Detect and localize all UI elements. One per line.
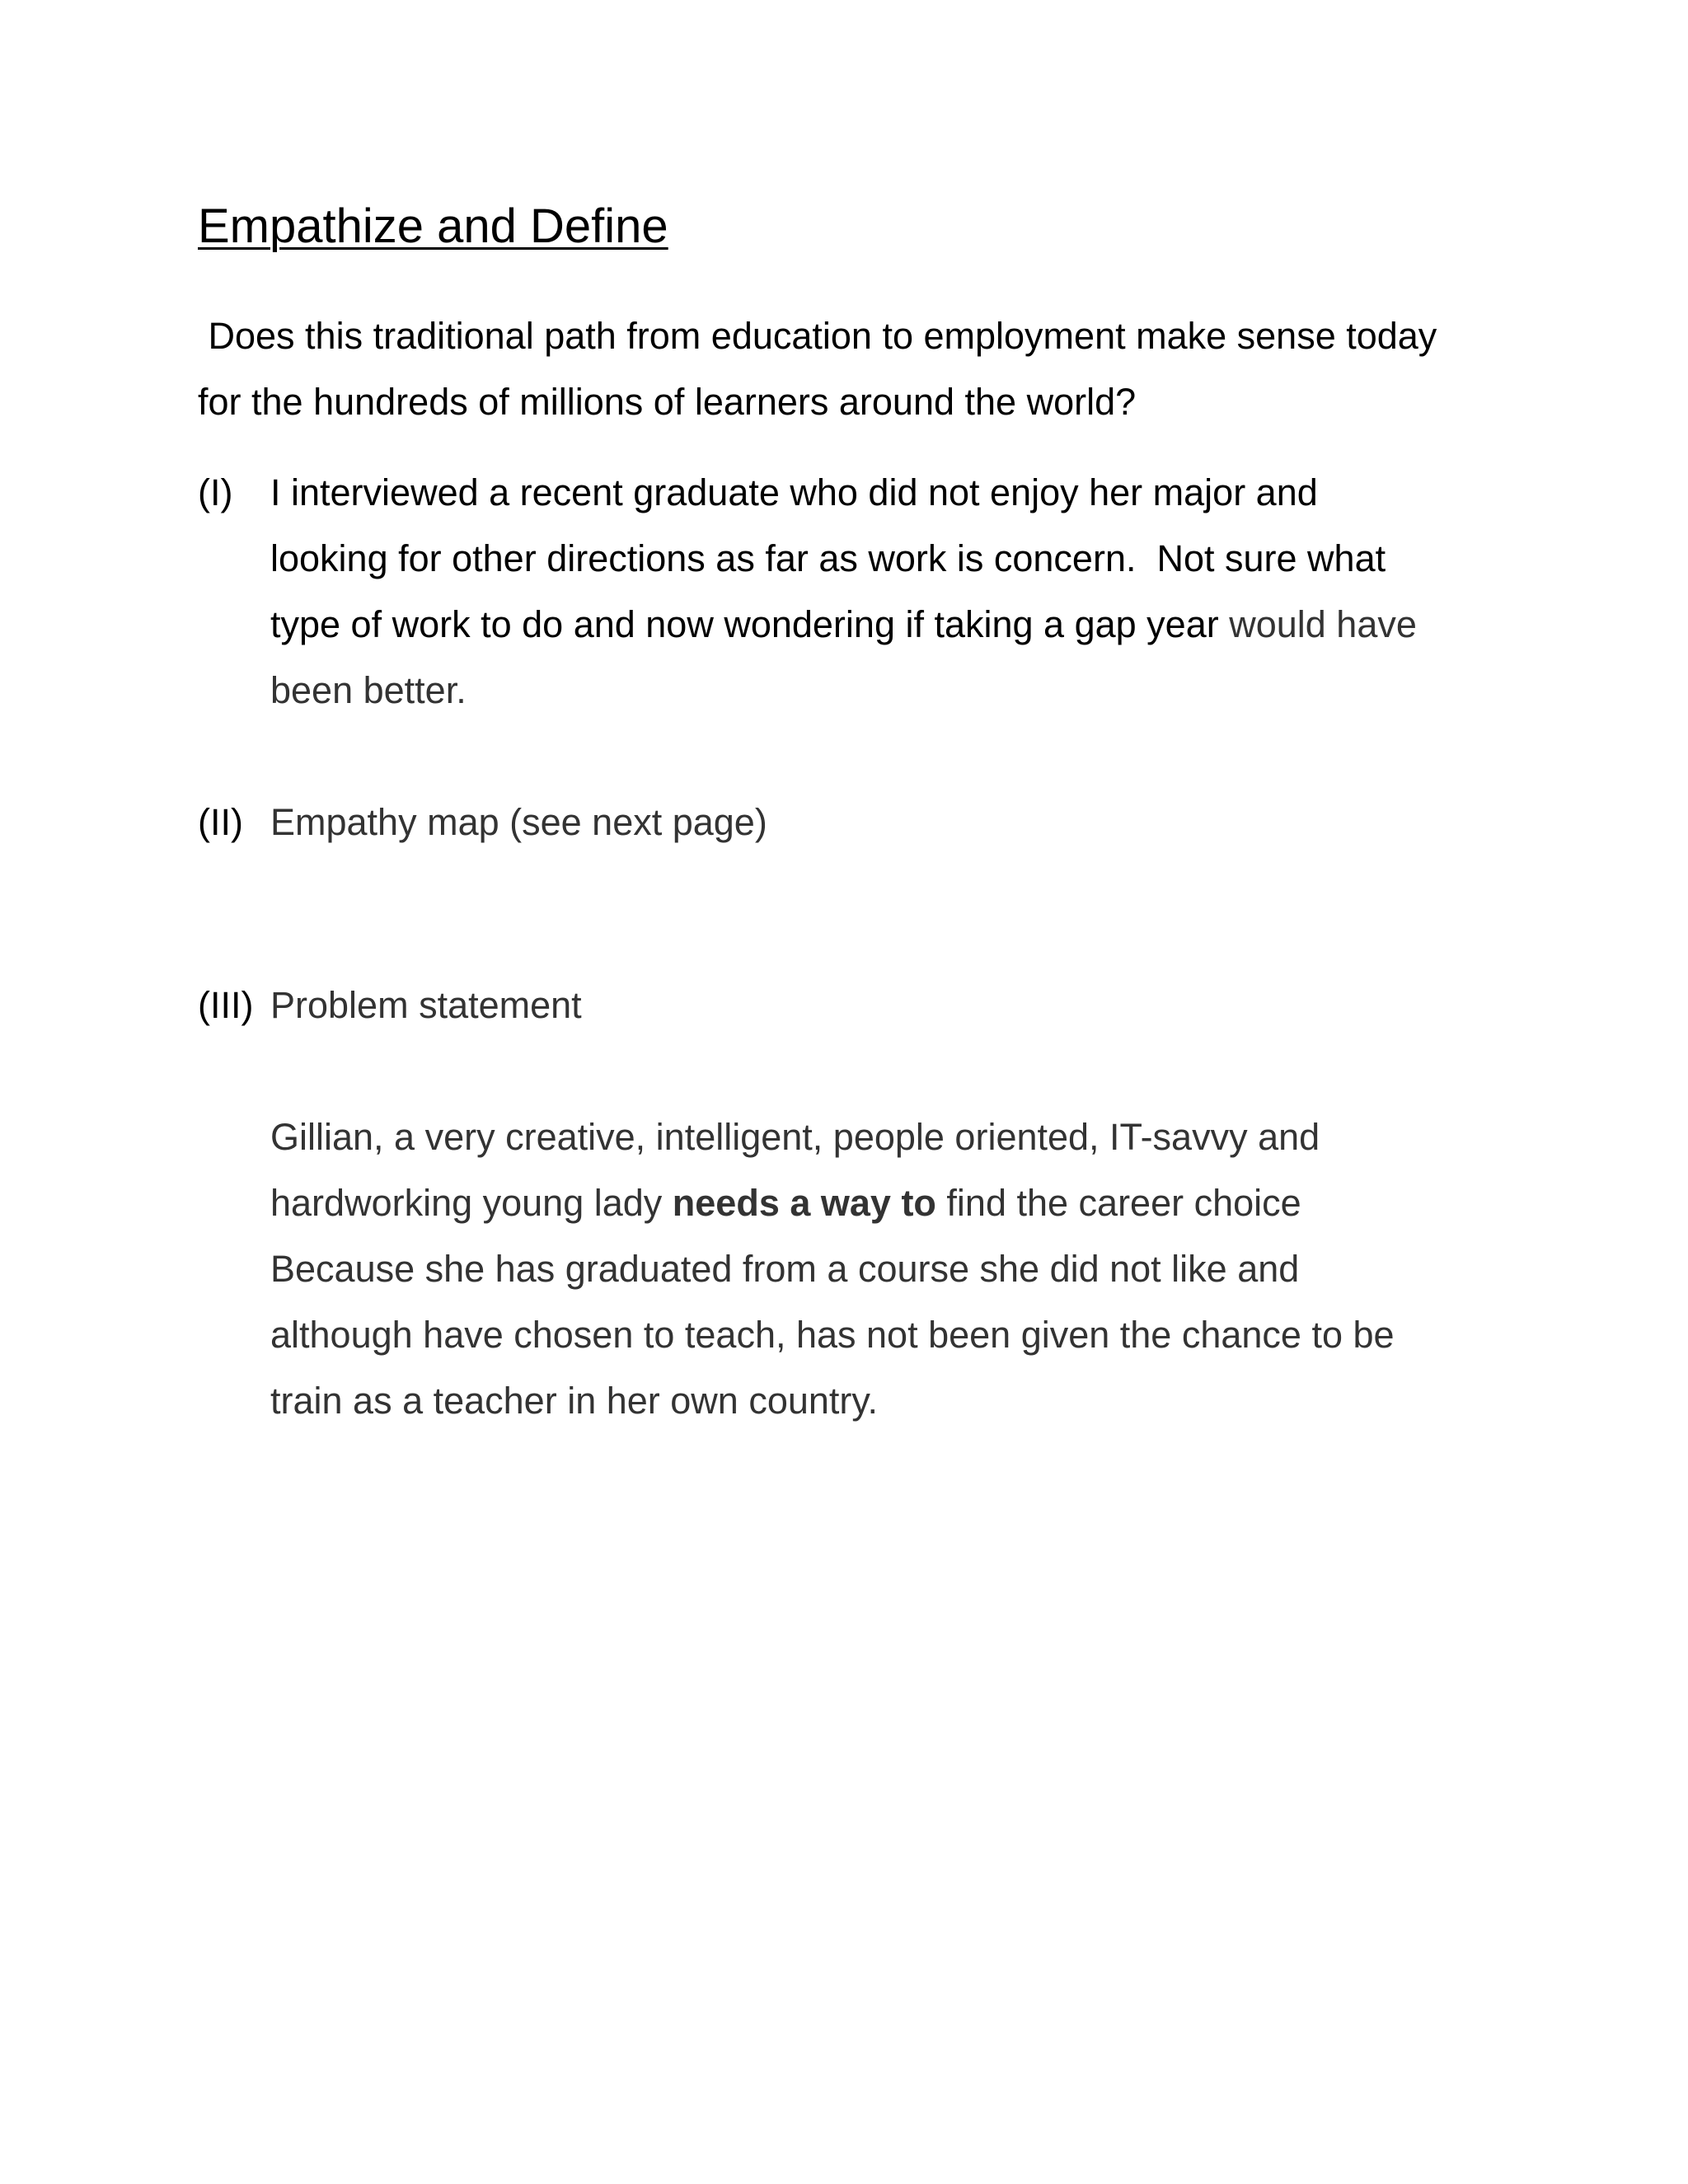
problem-line: train as a teacher in her own country. [270,1380,879,1422]
problem-line [270,1170,1507,1236]
list-item-line: I interviewed a recent graduate who did not enjoy her major and [270,471,1318,513]
problem-line: although have chosen to teach, has not been given the chance to be [270,1314,1395,1356]
list-item-number: (III) [198,984,254,1026]
problem-text: hardworking young lady [270,1182,673,1224]
list-item-text-black: type of work to do and now wondering if taking a gap year [270,603,1230,645]
list-item-body [270,972,1507,1038]
list-item-body [270,790,1507,855]
problem-line: Because she has graduated from a course she did not like and [270,1248,1300,1290]
problem-text-bold: needs a way to [672,1182,936,1224]
list-item-line: been better. [270,669,467,711]
list-item-line [270,592,1507,658]
list-item-number: (I) [198,471,233,513]
list-item-body [270,460,1507,724]
page-title: Empathize and Define [198,199,668,253]
problem-statement-paragraph [270,1104,1507,1434]
intro-line: Does this traditional path from education to employment make sense today [198,315,1437,357]
list-item-line: Problem statement [270,984,582,1026]
list-item-line: looking for other directions as far as work is concern. Not sure what [270,537,1386,579]
list-item-text-gray: would have [1229,603,1417,645]
problem-line: Gillian, a very creative, intelligent, people oriented, IT-savvy and [270,1116,1320,1158]
list-item-line: Empathy map (see next page) [270,801,767,843]
intro-question [198,303,1517,435]
intro-line: for the hundreds of millions of learners around the world? [198,381,1137,423]
list-item-number: (II) [198,801,243,843]
problem-text: find the career choice [935,1182,1301,1224]
